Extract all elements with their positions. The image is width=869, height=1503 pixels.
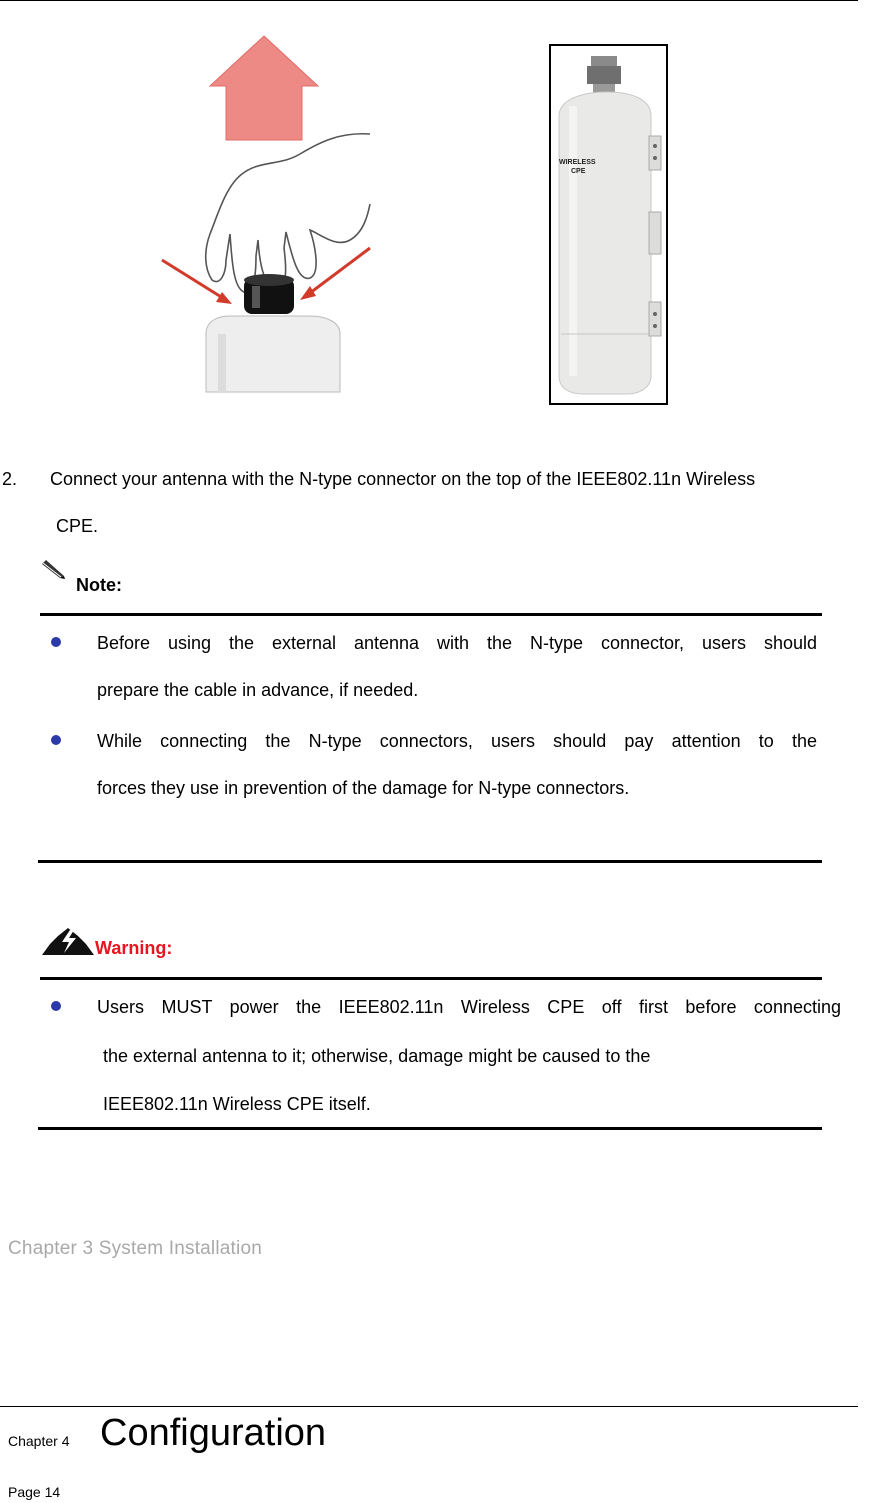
step-number: 2. [2, 469, 18, 489]
note-bottom-rule [38, 860, 822, 863]
warning-icon [42, 924, 94, 956]
wireless-cpe-device [551, 46, 666, 403]
warning-top-rule [40, 977, 822, 980]
warning-bullet [51, 1001, 61, 1011]
hand-outline [206, 134, 370, 293]
pencil-icon [40, 558, 66, 580]
warning-line2: the external antenna to it; otherwise, damage might be caused to the [103, 1046, 651, 1066]
footer-rule [0, 1406, 858, 1407]
up-arrow-icon [210, 36, 318, 140]
note-title: Note: [76, 575, 122, 595]
step-text-line2: CPE. [56, 516, 99, 536]
warning-title: Warning: [95, 938, 173, 958]
device-label-line2: CPE [571, 168, 586, 175]
warning-bottom-rule [38, 1127, 822, 1130]
footer-page-number: Page 14 [8, 1484, 61, 1500]
note-item-1-line1: Before using the external antenna with the N-type connector, users should [97, 633, 817, 653]
device-label-line1: WIRELESS [559, 159, 596, 166]
note-item-2-line2: forces they use in prevention of the damage for N-type connectors. [97, 778, 630, 798]
device-photo-frame [549, 44, 668, 405]
top-rule [0, 0, 858, 1]
chapter-3-watermark: Chapter 3 System Installation [8, 1238, 262, 1259]
footer-chapter-label: Chapter 4 [8, 1433, 70, 1449]
step-text-line1: Connect your antenna with the N-type connector on the top of the IEEE802.11n Wireless [50, 469, 756, 489]
footer-chapter-title: Configuration [100, 1412, 327, 1454]
note-top-rule [40, 613, 822, 616]
note-item-2-line1: While connecting the N-type connectors, users should pay attention to the [97, 731, 817, 751]
note-bullet-1 [51, 637, 61, 647]
warning-line1: Users MUST power the IEEE802.11n Wireless CPE off first before connecting [97, 997, 841, 1017]
warning-line3: IEEE802.11n Wireless CPE itself. [103, 1094, 371, 1114]
antenna-attach-figure [160, 34, 372, 394]
arrow-right-head-icon [300, 286, 316, 300]
note-item-1-line2: prepare the cable in advance, if needed. [97, 680, 419, 700]
note-bullet-2 [51, 735, 61, 745]
